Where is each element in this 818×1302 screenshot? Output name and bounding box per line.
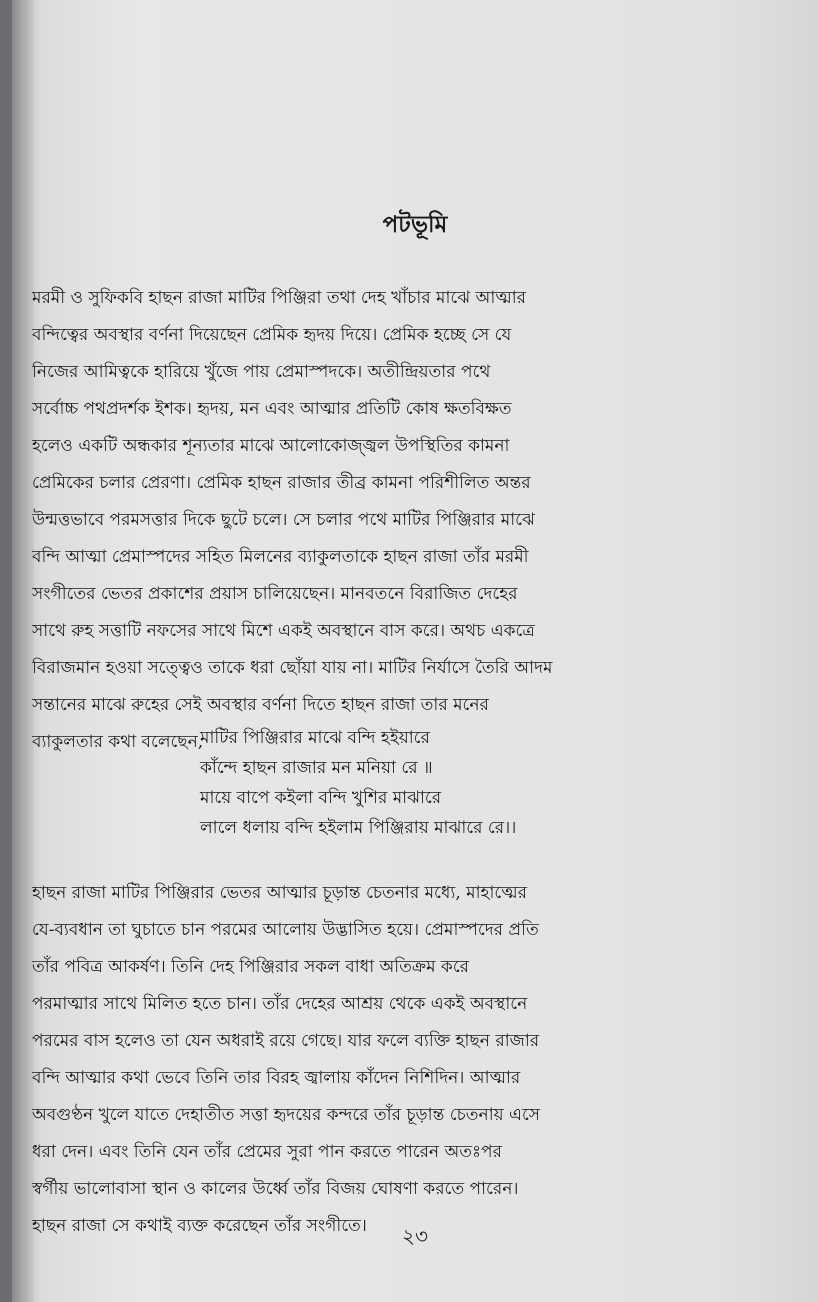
text-line: ব্যাকুলতার কথা বলেছেন,: [32, 732, 204, 752]
text-line: বিরাজমান হওয়া সত্ত্বেও তাকে ধরা ছোঁয়া যায় না। মাটির নির্যাসে তৈরি আদম: [32, 658, 553, 678]
paragraph-1: [32, 280, 804, 761]
text-line: পরমাত্মার সাথে মিলিত হতে চান। তাঁর দেহের আশ্রয় থেকে একই অবস্থানে: [32, 994, 528, 1014]
text-line: স্বর্গীয় ভালোবাসা স্থান ও কালের উর্ধ্বে তাঁর বিজয় ঘোষণা করতে পারেন।: [32, 1179, 519, 1199]
poem-line: কাঁন্দে হাছন রাজার মন মনিয়া রে ॥: [200, 758, 433, 778]
book-page: [12, 0, 818, 1302]
text-line: প্রেমিকের চলার প্রেরণা। প্রেমিক হাছন রাজার তীব্র কামনা পরিশীলিত অন্তর: [32, 473, 531, 493]
poem-line: মাটির পিঞ্জিরার মাঝে বন্দি হইয়ারে: [200, 728, 430, 748]
text-line: সন্তানের মাঝে রুহের সেই অবস্থার বর্ণনা দিতে হাছন রাজা তার মনের: [32, 695, 489, 715]
text-line: বন্দি আত্মা প্রেমাস্পদের সহিত মিলনের ব্যাকুলতাকে হাছন রাজা তাঁর মরমী: [32, 547, 529, 567]
text-line: হলেও একটি অন্ধকার শূন্যতার মাঝে আলোকোজ্জ্বল উপস্থিতির কামনা: [32, 436, 510, 456]
text-line: তাঁর পবিত্র আকর্ষণ। তিনি দেহ পিঞ্জিরার সকল বাধা অতিক্রম করে: [32, 957, 470, 977]
text-line: বন্দিত্বের অবস্থার বর্ণনা দিয়েছেন প্রেমিক হৃদয় দিয়ে। প্রেমিক হচ্ছে সে যে: [32, 325, 512, 345]
text-line: হাছন রাজা মাটির পিঞ্জিরার ভেতর আত্মার চূড়ান্ত চেতনার মধ্যে, মাহাত্মের: [32, 883, 527, 903]
text-line: ধরা দেন। এবং তিনি যেন তাঁর প্রেমের সুরা পান করতে পারেন অতঃপর: [32, 1142, 502, 1162]
poem-line: লালে ধলায় বন্দি হইলাম পিঞ্জিরায় মাঝারে রে।।: [200, 818, 517, 838]
text-line: সর্বোচ্চ পথপ্রদর্শক ইশক। হৃদয়, মন এবং আত্মার প্রতিটি কোষ ক্ষতবিক্ষত: [32, 399, 512, 419]
poem-line: মায়ে বাপে কইলা বন্দি খুশির মাঝারে: [200, 788, 442, 808]
text-line: সাথে রুহ সত্তাটি নফসের সাথে মিশে একই অবস্থানে বাস করে। অথচ একত্রে: [32, 621, 535, 641]
page-number: ২৩: [401, 1224, 428, 1248]
text-line: উন্মত্তভাবে পরমসত্তার দিকে ছুটে চলে। সে চলার পথে মাটির পিঞ্জিরার মাঝে: [32, 510, 535, 530]
text-line: অবগুণ্ঠন খুলে যাতে দেহাতীত সত্তা হৃদয়ের কন্দরে তাঁর চূড়ান্ত চেতনায় এসে: [32, 1105, 541, 1125]
text-line: নিজের আমিত্বকে হারিয়ে খুঁজে পায় প্রেমাস্পদকে। অতীন্দ্রিয়তার পথে: [32, 362, 491, 382]
text-line: যে-ব্যবধান তা ঘুচাতে চান পরমের আলোয় উদ্ভাসিত হয়ে। প্রেমাস্পদের প্রতি: [32, 920, 539, 940]
poem-stanza: [200, 723, 700, 843]
page-binding-edge: [12, 0, 34, 1302]
text-line: বন্দি আত্মার কথা ভেবে তিনি তার বিরহ জ্বালায় কাঁদেন নিশিদিন। আত্মার: [32, 1068, 521, 1088]
text-line: সংগীতের ভেতর প্রকাশের প্রয়াস চালিয়েছেন। মানবতনে বিরাজিত দেহের: [32, 584, 518, 604]
paragraph-2: [32, 875, 804, 1245]
text-line: মরমী ও সুফিকবি হাছন রাজা মাটির পিঞ্জিরা তথা দেহ খাঁচার মাঝে আত্মার: [32, 288, 526, 308]
text-line: হাছন রাজা সে কথাই ব্যক্ত করেছেন তাঁর সংগীতে।: [32, 1216, 367, 1236]
text-line: পরমের বাস হলেও তা যেন অধরাই রয়ে গেছে। যার ফলে ব্যক্তি হাছন রাজার: [32, 1031, 540, 1051]
page-title: পটভূমি: [382, 211, 448, 238]
